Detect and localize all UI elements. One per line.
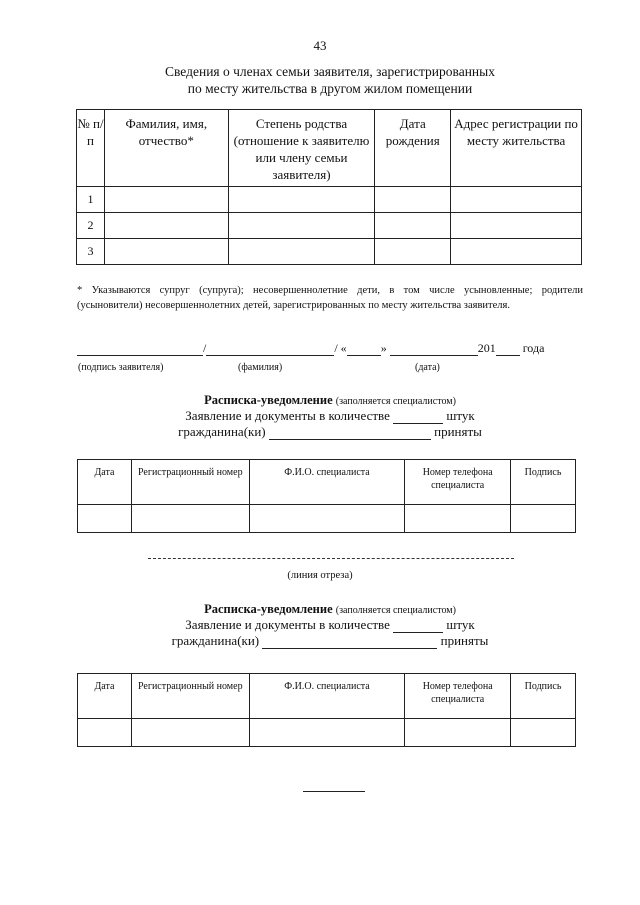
col-signature: Подпись [511, 674, 576, 719]
table-cell[interactable] [405, 505, 511, 533]
title-line-1: Сведения о членах семьи заявителя, зарегистрированных [165, 64, 495, 79]
table-cell[interactable] [451, 213, 582, 239]
family-members-table [76, 109, 582, 265]
text: приняты [434, 424, 482, 439]
label-signature: (подпись заявителя) [78, 362, 164, 373]
row-number: 1 [77, 187, 105, 213]
table-cell[interactable] [451, 187, 582, 213]
table-row [77, 239, 582, 265]
close-quote: » [380, 341, 387, 355]
receipt-subtitle: (заполняется специалистом) [335, 396, 456, 407]
cut-line [148, 558, 514, 559]
table-cell[interactable] [78, 505, 132, 533]
col-date: Дата [78, 460, 132, 505]
signature-field[interactable] [77, 342, 203, 356]
page-number: 43 [313, 38, 327, 53]
table-cell[interactable] [228, 239, 375, 265]
col-number: № п/п [77, 110, 105, 187]
signature-line [77, 341, 583, 361]
receipt-1 [100, 393, 560, 440]
receipt-2 [100, 602, 560, 649]
text: гражданина(ки) [171, 633, 260, 648]
receipt-title: Расписка-уведомление [204, 602, 333, 616]
table-cell[interactable] [78, 719, 132, 747]
col-relationship: Степень родства (отношение к заявителю или члену семьи заявителя) [228, 110, 375, 187]
col-specialist-phone: Номер телефона специалиста [405, 674, 511, 719]
table-cell[interactable] [249, 505, 405, 533]
col-specialist-name: Ф.И.О. специалиста [249, 674, 405, 719]
text: гражданина(ки) [178, 424, 266, 439]
year-word: года [522, 341, 545, 355]
table-cell[interactable] [228, 213, 375, 239]
table-cell[interactable] [104, 239, 228, 265]
table-row [77, 213, 582, 239]
day-field[interactable] [347, 342, 381, 356]
table-header-row [78, 460, 576, 505]
receipt-table-2 [77, 673, 576, 747]
col-address: Адрес регистрации по месту жительства [451, 110, 582, 187]
table-cell[interactable] [104, 213, 228, 239]
label-surname: (фамилия) [238, 362, 283, 373]
col-reg-number: Регистрационный номер [131, 674, 249, 719]
count-field[interactable] [393, 410, 443, 424]
open-quote: / « [334, 341, 347, 355]
slash: / [203, 341, 207, 355]
table-cell[interactable] [511, 505, 576, 533]
text: штук [446, 408, 475, 423]
count-field[interactable] [393, 619, 443, 633]
table-header-row [77, 110, 582, 187]
footnote: * Указываются супруг (супруга); несовершеннолетние дети, в том числе усыновленные; родители (усыновители) несовершеннолетних детей, зарегистрированных по месту жительства заявителя. [77, 285, 583, 311]
receipt-subtitle: (заполняется специалистом) [335, 605, 456, 616]
table-cell[interactable] [228, 187, 375, 213]
table-cell[interactable] [131, 719, 249, 747]
col-signature: Подпись [511, 460, 576, 505]
table-cell[interactable] [104, 187, 228, 213]
col-full-name: Фамилия, имя, отчество* [104, 110, 228, 187]
table-header-row [78, 674, 576, 719]
text: Заявление и документы в количестве [185, 408, 390, 423]
receipt-heading [100, 602, 560, 617]
row-number: 2 [77, 213, 105, 239]
col-date: Дата [78, 674, 132, 719]
year-field[interactable] [496, 342, 520, 356]
table-cell[interactable] [451, 239, 582, 265]
surname-field[interactable] [206, 342, 334, 356]
text: штук [446, 617, 475, 632]
receipt-line-1 [100, 408, 560, 424]
receipt-heading [100, 393, 560, 408]
col-reg-number: Регистрационный номер [131, 460, 249, 505]
receipt-table-1 [77, 459, 576, 533]
citizen-field[interactable] [269, 426, 431, 440]
table-cell[interactable] [375, 239, 451, 265]
text: приняты [440, 633, 489, 648]
col-specialist-name: Ф.И.О. специалиста [249, 460, 405, 505]
row-number: 3 [77, 239, 105, 265]
receipt-line-2 [100, 633, 560, 649]
text: Заявление и документы в количестве [185, 617, 390, 632]
cut-line-label: (линия отреза) [287, 570, 353, 581]
table-cell[interactable] [511, 719, 576, 747]
receipt-line-1 [100, 617, 560, 633]
title-line-2: по месту жительства в другом жилом помещении [187, 81, 473, 96]
table-cell[interactable] [131, 505, 249, 533]
table-row [78, 505, 576, 533]
year-prefix: 201 [477, 341, 496, 355]
table-cell[interactable] [375, 213, 451, 239]
section-title [100, 63, 560, 97]
table-row [77, 187, 582, 213]
table-cell[interactable] [405, 719, 511, 747]
table-cell[interactable] [375, 187, 451, 213]
col-birth-date: Дата рождения [375, 110, 451, 187]
citizen-field[interactable] [262, 635, 437, 649]
bottom-dash [303, 791, 365, 792]
receipt-title: Расписка-уведомление [204, 393, 333, 407]
receipt-line-2 [100, 424, 560, 440]
col-specialist-phone: Номер телефона специалиста [405, 460, 511, 505]
table-row [78, 719, 576, 747]
label-date: (дата) [415, 362, 440, 373]
table-cell[interactable] [249, 719, 405, 747]
month-field[interactable] [390, 342, 478, 356]
